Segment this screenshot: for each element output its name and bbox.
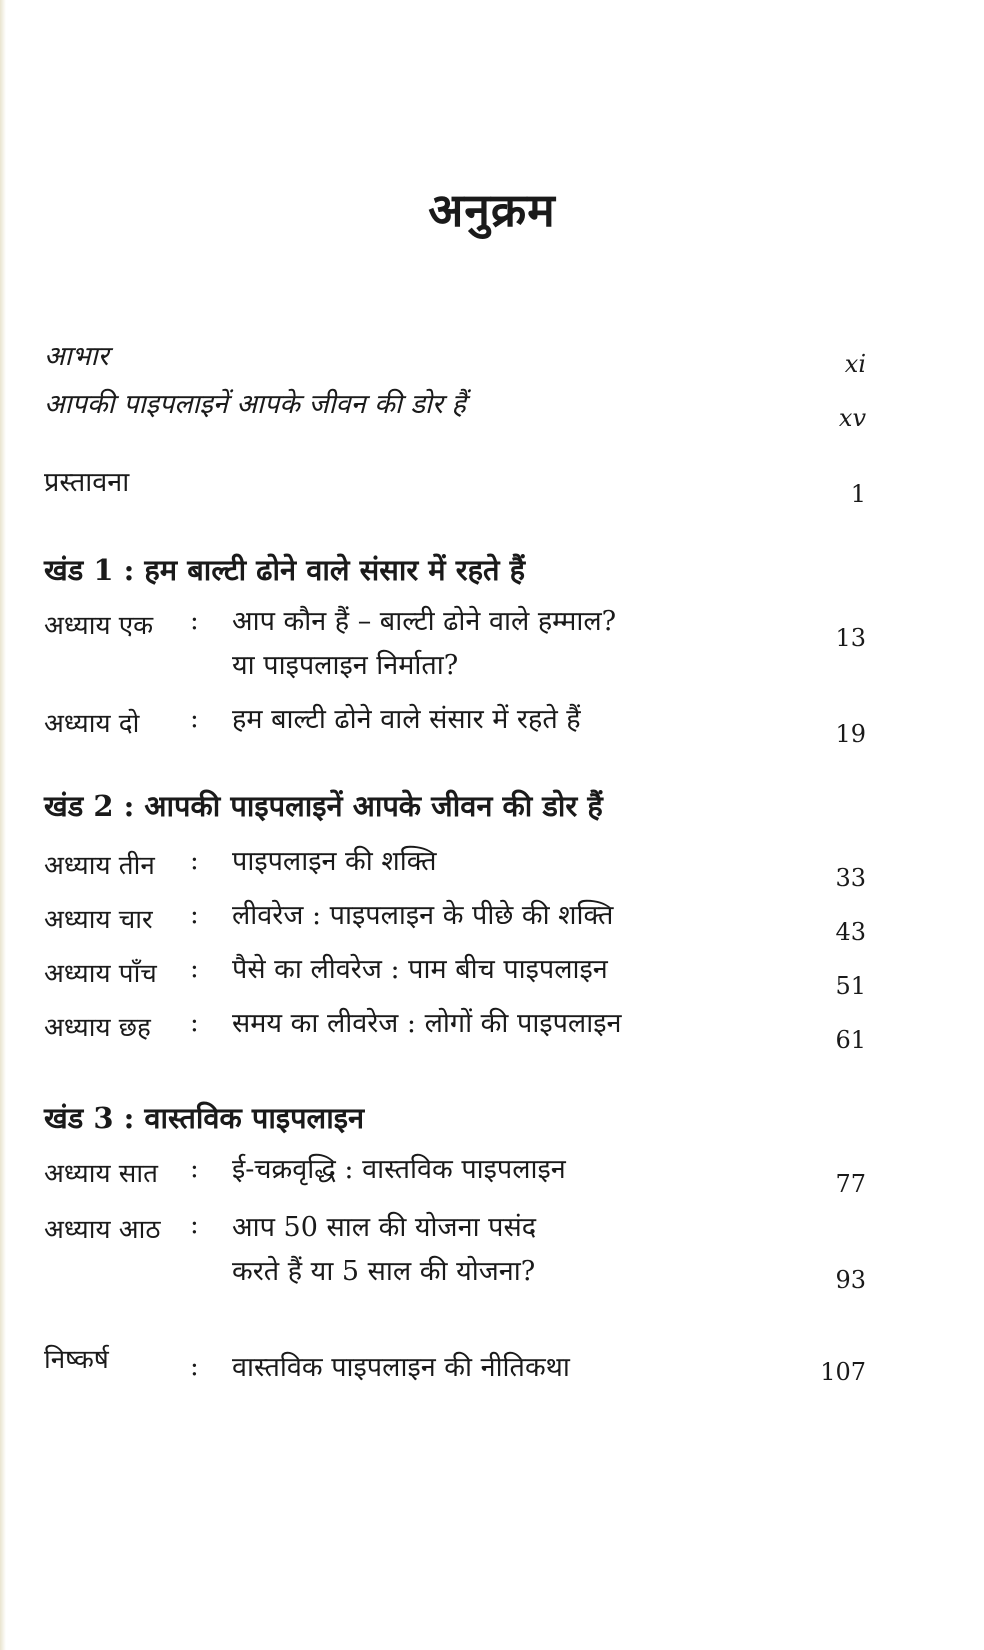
- toc-entry-conclusion[interactable]: वास्तविक पाइपलाइन की नीतिकथा: [232, 1352, 570, 1383]
- chapter-label: अध्याय पाँच: [44, 959, 157, 989]
- chapter-label: अध्याय चार: [44, 905, 153, 935]
- chapter-title-line: आप 50 साल की योजना पसंद: [232, 1212, 537, 1243]
- toc-entry-acknowledgements[interactable]: आभार: [44, 341, 109, 372]
- section-heading-3[interactable]: खंड 3 : वास्तविक पाइपलाइन: [44, 1101, 365, 1135]
- toc-entry-chapter-2[interactable]: [232, 698, 581, 742]
- section-heading-1[interactable]: खंड 1 : हम बाल्टी ढोने वाले संसार में रहते हैं: [44, 553, 526, 587]
- page-number: 19: [835, 720, 866, 748]
- chapter-colon: :: [190, 900, 199, 930]
- chapter-label: अध्याय सात: [44, 1159, 158, 1189]
- toc-entry-preface[interactable]: प्रस्तावना: [44, 467, 130, 498]
- page-number: 13: [835, 624, 866, 652]
- toc-entry-chapter-8[interactable]: [232, 1206, 536, 1294]
- conclusion-label: निष्कर्ष: [44, 1345, 109, 1375]
- chapter-title-line: समय का लीवरेज : लोगों की पाइपलाइन: [232, 1008, 622, 1039]
- chapter-label: अध्याय दो: [44, 709, 140, 739]
- page-title: अनुक्रम: [428, 183, 556, 237]
- page-number: 43: [835, 918, 866, 946]
- chapter-colon: :: [190, 704, 199, 734]
- page-number: 51: [835, 972, 866, 1000]
- chapter-colon: :: [190, 1154, 199, 1184]
- chapter-title-line: हम बाल्टी ढोने वाले संसार में रहते हैं: [232, 704, 581, 735]
- page-number: 1: [850, 480, 866, 508]
- chapter-label: अध्याय छह: [44, 1013, 151, 1043]
- page-number: xi: [844, 350, 866, 378]
- chapter-title-line: या पाइपलाइन निर्माता?: [232, 650, 459, 681]
- chapter-colon: :: [190, 846, 199, 876]
- page-number: 77: [835, 1170, 866, 1198]
- chapter-label: अध्याय एक: [44, 611, 154, 641]
- chapter-title-line: आप कौन हैं – बाल्टी ढोने वाले हम्माल?: [232, 606, 617, 637]
- toc-entry-foreword[interactable]: आपकी पाइपलाइनें आपके जीवन की डोर हैं: [44, 389, 466, 420]
- toc-entry-chapter-1[interactable]: [232, 600, 616, 688]
- section-heading-2[interactable]: खंड 2 : आपकी पाइपलाइनें आपके जीवन की डोर हैं: [44, 789, 603, 823]
- chapter-colon: :: [190, 1008, 199, 1038]
- chapter-label: अध्याय आठ: [44, 1215, 161, 1245]
- page-number: 107: [820, 1358, 866, 1386]
- chapter-title-line: पाइपलाइन की शक्ति: [232, 846, 437, 877]
- chapter-colon: :: [190, 606, 199, 636]
- toc-entry-chapter-3[interactable]: [232, 840, 437, 884]
- toc-entry-chapter-7[interactable]: [232, 1148, 566, 1192]
- chapter-title-line: लीवरेज : पाइपलाइन के पीछे की शक्ति: [232, 900, 614, 931]
- page-number: 33: [835, 864, 866, 892]
- chapter-title-line: करते हैं या 5 साल की योजना?: [232, 1256, 536, 1287]
- page-number: 93: [835, 1266, 866, 1294]
- chapter-title-line: ई-चक्रवृद्धि : वास्तविक पाइपलाइन: [232, 1154, 566, 1185]
- chapter-colon: :: [190, 954, 199, 984]
- chapter-label: अध्याय तीन: [44, 851, 155, 881]
- page-number: 61: [835, 1026, 866, 1054]
- conclusion-colon: :: [190, 1352, 199, 1382]
- page-number: xv: [838, 404, 866, 432]
- page-edge: [0, 0, 6, 1650]
- chapter-colon: :: [190, 1210, 199, 1240]
- toc-entry-chapter-4[interactable]: [232, 894, 613, 938]
- chapter-title-line: पैसे का लीवरेज : पाम बीच पाइपलाइन: [232, 954, 608, 985]
- toc-entry-chapter-6[interactable]: [232, 1002, 621, 1046]
- toc-entry-chapter-5[interactable]: [232, 948, 608, 992]
